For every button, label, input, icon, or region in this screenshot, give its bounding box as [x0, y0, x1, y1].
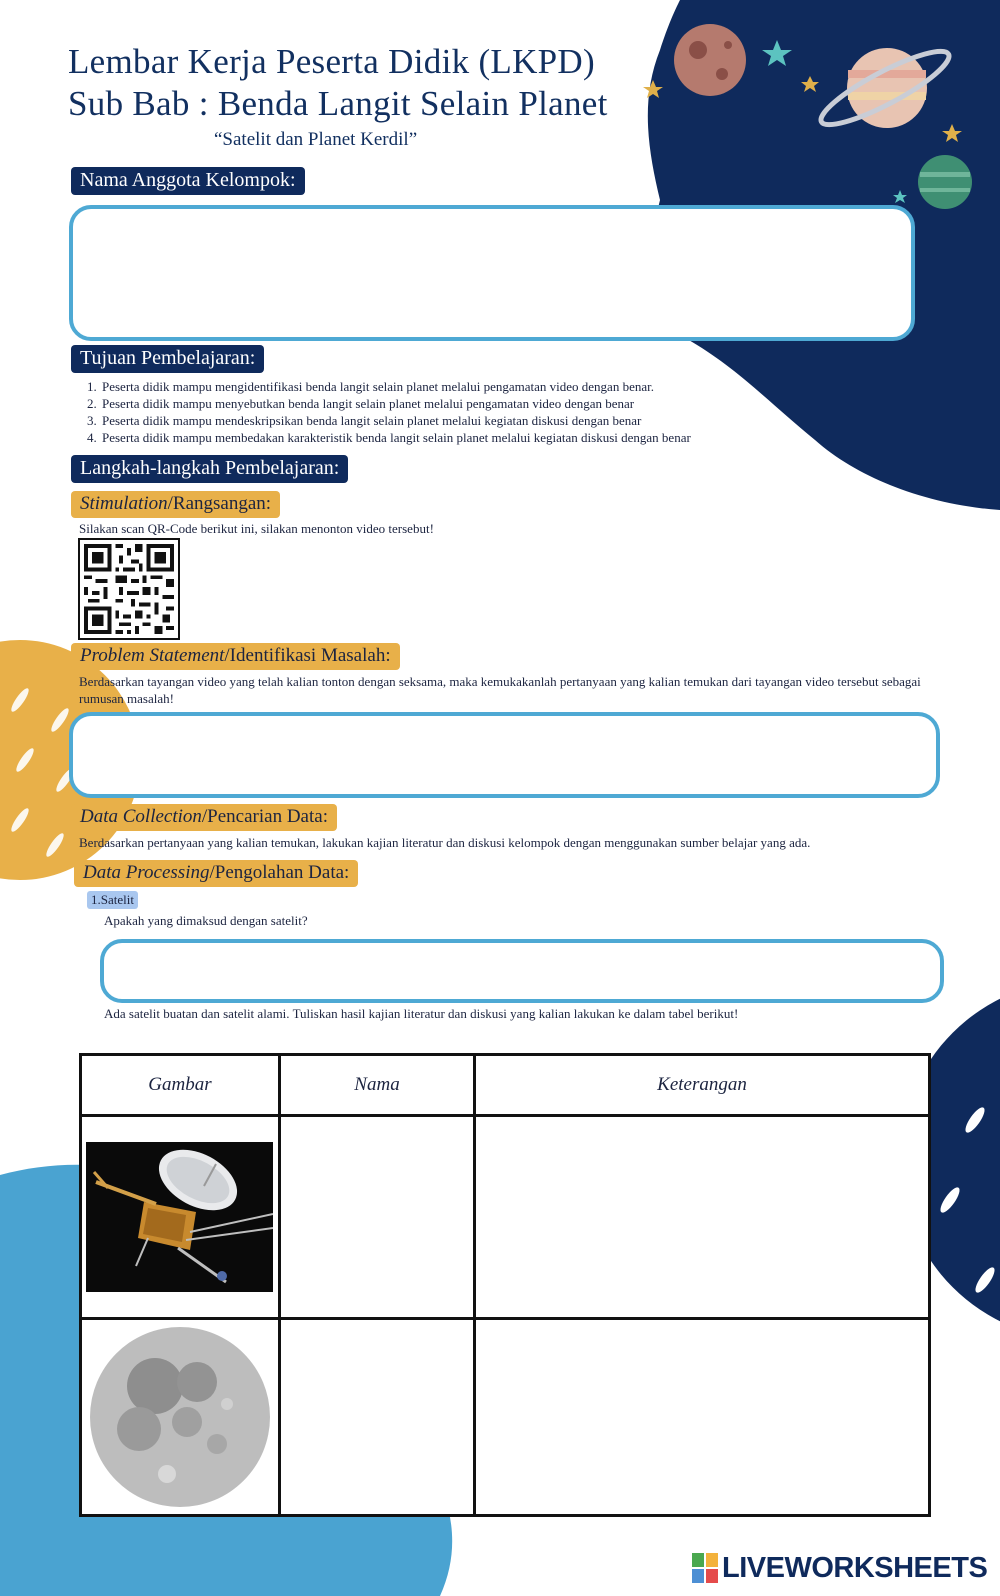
problem-statement-label-italic: Problem Statement: [80, 645, 225, 666]
table-row: [81, 1116, 930, 1319]
nama-input-cell[interactable]: [279, 1319, 474, 1516]
goal-item: 2. Peserta didik mampu menyebutkan benda langit selain planet melalui pengamatan video dengan benar: [100, 395, 691, 412]
keterangan-input-cell[interactable]: [475, 1319, 930, 1516]
red-planet: [674, 24, 746, 96]
moon-image: [87, 1324, 273, 1510]
learning-steps-label: Langkah-langkah Pembelajaran:: [71, 455, 348, 483]
topic-subtitle: “Satelit dan Planet Kerdil”: [214, 129, 418, 150]
learning-goals-list: [80, 378, 691, 446]
page-title: Lembar Kerja Peserta Didik (LKPD): [68, 42, 595, 81]
stimulation-label: [71, 491, 280, 518]
problem-statement-label: [71, 643, 400, 670]
green-planet: [918, 155, 972, 209]
liveworksheets-brand: LIVEWORKSHEETS: [722, 1551, 988, 1584]
qr-code-pattern: [80, 540, 178, 638]
data-processing-label-rest: /Pengolahan Data:: [209, 862, 350, 883]
satellite-question: Apakah yang dimaksud dengan satelit?: [104, 913, 308, 928]
satellite-image: [86, 1142, 273, 1292]
stimulation-label-italic: Stimulation: [80, 493, 168, 514]
header-gambar: Gambar: [81, 1055, 280, 1116]
problem-statement-instruction: Berdasarkan tayangan video yang telah kalian tonton dengan seksama, maka kemukakanlah pertanyaan yang kalian temukan dari tayangan video tersebut sebagai rumusan masalah!: [79, 674, 921, 706]
data-collection-label-rest: /Pencarian Data:: [201, 806, 328, 827]
satellite-image-cell: [81, 1116, 280, 1319]
page-subtitle: Sub Bab : Benda Langit Selain Planet: [68, 84, 608, 123]
satellite-item-label: 1.Satelit: [87, 891, 138, 909]
header-nama: Nama: [279, 1055, 474, 1116]
group-members-input[interactable]: [69, 205, 915, 341]
group-members-label: Nama Anggota Kelompok:: [71, 167, 305, 195]
data-processing-label: [74, 860, 358, 887]
table-row: [81, 1319, 930, 1516]
table-instruction: Ada satelit buatan dan satelit alami. Tuliskan hasil kajian literatur dan diskusi yang kalian lakukan ke dalam tabel berikut!: [104, 1006, 739, 1021]
goal-item: 4. Peserta didik mampu membedakan karakteristik benda langit selain planet melalui kegiatan diskusi dengan benar: [100, 429, 691, 446]
learning-goals-label: Tujuan Pembelajaran:: [71, 345, 264, 373]
header-keterangan: Keterangan: [475, 1055, 930, 1116]
problem-statement-input[interactable]: [69, 712, 940, 798]
data-collection-label-italic: Data Collection: [80, 806, 202, 827]
goal-item: 1. Peserta didik mampu mengidentifikasi benda langit selain planet melalui pengamatan video dengan benar.: [100, 378, 691, 395]
data-collection-label: [71, 804, 337, 831]
data-processing-label-italic: Data Processing: [83, 862, 210, 883]
satellite-definition-input[interactable]: [100, 939, 944, 1003]
liveworksheets-logo-icon: [692, 1553, 718, 1583]
keterangan-input-cell[interactable]: [475, 1116, 930, 1319]
satellite-table: [79, 1053, 931, 1517]
moon-image-cell: [81, 1319, 280, 1516]
goal-item: 3. Peserta didik mampu mendeskripsikan benda langit selain planet melalui kegiatan diskusi dengan benar: [100, 412, 691, 429]
stimulation-instruction: Silakan scan QR-Code berikut ini, silakan menonton video tersebut!: [79, 521, 434, 536]
nama-input-cell[interactable]: [279, 1116, 474, 1319]
stimulation-label-rest: /Rangsangan:: [167, 493, 272, 514]
liveworksheets-logo[interactable]: [692, 1551, 987, 1585]
problem-statement-label-rest: /Identifikasi Masalah:: [224, 645, 391, 666]
qr-code-image[interactable]: [78, 538, 180, 640]
data-collection-instruction: Berdasarkan pertanyaan yang kalian temukan, lakukan kajian literatur dan diskusi kelompok dengan menggunakan sumber belajar yang ada.: [79, 835, 811, 850]
